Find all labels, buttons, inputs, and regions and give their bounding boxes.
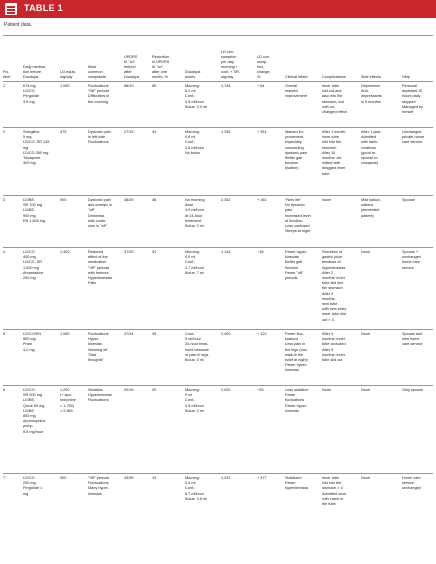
column-header-ld-equivalent: LD-equiv, mg/day: [60, 70, 76, 79]
cell-duodopa-doses: Morning: 5.2 ml Cont.: 4.5 ml/hour Bolus: 2.0 ml: [185, 84, 207, 109]
column-header-ld-change: LD con- sump- tion, change, %: [257, 55, 271, 79]
cell-ld-consumption: 1,144: [221, 250, 231, 254]
cell-side-effects: Mild halluci- nations (demented patient): [361, 198, 382, 218]
cell-reduction: 85: [152, 84, 157, 88]
cell-ld-consumption: 2,352: [221, 198, 231, 202]
cell-complaints: Fluctuations "Off" periods Difficulties in the morning: [88, 84, 110, 104]
cell-side-effects: None: [361, 250, 371, 254]
header-top-rule: [3, 35, 433, 36]
cell-ld-change: + 281: [257, 130, 267, 134]
cell-side-effects: After 1 year: Admitted with hallu- cinations (good re- sponse to clozapine): [361, 130, 382, 166]
cell-daily-medication: LD/CO 200 mg Pergolide 1 mg: [23, 476, 43, 496]
cell-ld-change: −18: [257, 250, 264, 254]
cell-duodopa-doses: Morning: 9 ml Cont.: 4.5 ml/hour Bolus: 2 ml: [185, 388, 204, 413]
table-label: TABLE 1: [24, 3, 63, 13]
cell-ld-equivalent: 1,065: [60, 84, 70, 88]
cell-updrs: 43/35: [124, 476, 134, 480]
cell-help: Personal assistant 10 hours daily stopped Managed by herself: [402, 84, 423, 115]
column-header-side-effects: Side effects: [361, 75, 381, 79]
column-header-reduction: Reduction in UPDRS III "on" after one month, %: [152, 55, 170, 79]
cell-patient: 2: [3, 130, 6, 134]
cell-patient: 6: [3, 388, 6, 392]
row-divider: [3, 473, 433, 474]
cell-reduction: 35: [152, 332, 157, 336]
column-header-duodopa-doses: Duodopa doses: [185, 70, 201, 79]
cell-complications: Secretion of gastric juice because of hyperkinesias After 2 months: inner tube slid into the stomach After 4 months: new tube with new entry Inner tube slid out × 3: [322, 250, 347, 322]
column-header-ld-consumption: LD con- sumption per day, morning + cont. + SR, mg/day: [221, 50, 240, 79]
cell-ld-consumption: 1,432: [221, 476, 231, 480]
cell-reduction: 44: [152, 130, 157, 134]
cell-side-effects: None: [361, 332, 371, 336]
table-title-bar: [0, 0, 436, 18]
cell-duodopa-doses: Morning: 0.8 ml Cont.: 3.5 ml/hour No bolus: [185, 130, 204, 155]
cell-patient: 7: [3, 476, 6, 480]
cell-duodopa-doses: Morning: 4.0 ml Cont.: 2.7 ml/hour Bolus: 7 ml: [185, 250, 204, 275]
cell-ld-equivalent: 900: [60, 198, 67, 202]
row-divider: [3, 195, 433, 196]
cell-side-effects: Depression Anti- depressants in 5 months: [361, 84, 382, 104]
cell-reduction: 48: [152, 198, 157, 202]
cell-complaints: Dystonic pain and cramps in "off" Dementia with confu- sion in "off": [88, 198, 112, 229]
cell-ld-equivalent: 475: [60, 130, 67, 134]
column-header-daily-medication: Daily medica- tion before Duodopa: [23, 65, 46, 79]
cell-clinical-effect: Overall marked improvement: [285, 84, 307, 99]
cell-ld-change: + 477: [257, 476, 267, 480]
cell-updrs: 37/24: [124, 332, 134, 336]
cell-daily-medication: Selegiline 5 mg LD/CO, SR 125 mg LD/CO 350 mg Tolcapone 300 mg: [23, 130, 50, 166]
cell-ld-consumption: 2,020: [221, 388, 231, 392]
column-header-patient: Pa- tient: [3, 70, 11, 79]
row-divider: [3, 247, 433, 248]
cell-ld-equivalent: 1,200 (+ apo- morphine = 1,760) = 2,960: [60, 388, 76, 413]
cell-ld-change: + 161: [257, 198, 267, 202]
cell-reduction: 19: [152, 476, 157, 480]
cell-daily-medication: 675 mg LD/CO Pergolide 3.9 mg: [23, 84, 40, 104]
column-header-updrs: UPDRS III "on" before/ after Duodopa: [124, 55, 140, 79]
cell-help: Spouse + unchanged home care service: [402, 250, 421, 270]
cell-complications: Inner tube slid into the stomach × 4 Admitted once with crack in the tube: [322, 476, 347, 507]
header-bottom-rule: [3, 81, 433, 82]
cell-reduction: 20: [152, 388, 157, 392]
cell-clinical-effect: "New life" No dystonic pain Increased level of function Less confused Sleeps at night: [285, 198, 311, 234]
cell-updrs: 48/25: [124, 198, 134, 202]
cell-daily-medication: LD/BE, SR 100 mg LD/BE, 900 mg EN 1,600 mg: [23, 198, 46, 223]
table-icon: [5, 3, 17, 15]
cell-complications: None: [322, 198, 332, 202]
cell-daily-medication: LD/CO 400 mg LD/CO, SR 1,000 mg Amantadine 200 mg: [23, 250, 44, 281]
row-divider: [3, 385, 433, 386]
cell-ld-equivalent: 1,400: [60, 250, 70, 254]
row-divider: [3, 127, 433, 128]
cell-help: Spouse: [402, 198, 415, 202]
cell-reduction: 32: [152, 250, 157, 254]
cell-help: Home care service unchanged: [402, 476, 421, 491]
cell-help: Spouse and new home care service: [402, 332, 423, 347]
row-divider: [3, 329, 433, 330]
cell-ld-equivalent: 300: [60, 476, 67, 480]
cell-ld-consumption: 1,336: [221, 130, 231, 134]
column-header-complications: Complications: [322, 75, 346, 79]
column-header-complaints: Most common complaints: [88, 65, 107, 79]
cell-duodopa-doses: Cont.: 5 ml/hour 24-hour treat- ment because of pain in legs Bolus: 3 ml: [185, 332, 209, 363]
cell-patient: 1: [3, 84, 6, 88]
cell-duodopa-doses: No morning dose 4.9 ml/hour at 24-hour treatment Bolus: 2 ml: [185, 198, 205, 229]
cell-complaints: Fluctuations Hyper- kinesias Wearing off "Bad thoughts": [88, 332, 109, 363]
cell-clinical-effect: Marked im- provement, especially concerning dystonic pain Better gait function (walker): [285, 130, 308, 171]
table-caption: Patient data.: [4, 22, 33, 28]
cell-complications: After 4 months: inner tube occluded After 5 months: inner tube slid out: [322, 332, 346, 363]
cell-daily-medication: LD/CO, SR 500 mg LD/BE, Quick 50 mg LD/BE 850 mg Apomorphine pump 5.5 mg/hour: [23, 388, 46, 434]
cell-updrs: 27/15: [124, 130, 134, 134]
cell-help: Unchanged private home care service: [402, 130, 424, 145]
cell-complaints: Dystonic pain in left side Fluctuations: [88, 130, 111, 145]
cell-help: Only spouse: [402, 388, 424, 392]
cell-clinical-effect: Less sedation Fewer fluctuations Fewer hyper- kinesias: [285, 388, 309, 413]
cell-duodopa-doses: Morning: 2.4 ml Cont.: 5.7 ml/hour Bolus: 3.5 ml: [185, 476, 207, 501]
cell-ld-change: + 122: [257, 332, 267, 336]
cell-updrs: 20/16: [124, 388, 134, 392]
cell-patient: 3: [3, 198, 6, 202]
cell-ld-consumption: 1,744: [221, 84, 231, 88]
cell-patient: 4: [3, 250, 6, 254]
cell-ld-equivalent: 1,080: [60, 332, 70, 336]
cell-complaints: Sedation Hyperkinesias Fluctuations: [88, 388, 112, 403]
cell-updrs: 37/25: [124, 250, 134, 254]
cell-ld-consumption: 2,400: [221, 332, 231, 336]
cell-side-effects: None: [361, 388, 371, 392]
cell-complications: After 1 month: inner tube slid into the stomach After 10 months: ad- mitted with dragged inner tube: [322, 130, 346, 176]
cell-ld-change: −53: [257, 388, 264, 392]
cell-complications: None: [322, 388, 332, 392]
cell-updrs: 68/10: [124, 84, 134, 88]
cell-clinical-effect: Fewer hyper- kinesias Better gait function Fewer "off" periods: [285, 250, 308, 281]
cell-side-effects: None: [361, 476, 371, 480]
column-header-help: Help: [402, 75, 410, 79]
cell-complaints: "Off" periods Fluctuations Many hyper- kinesias: [88, 476, 110, 496]
cell-clinical-effect: Fewer fluc- tuations Less pain in the legs (can walk to the toilet at night) Fewer hyper- kinesias: [285, 332, 308, 373]
cell-complications: Inner tube slid out and also into the stomach, but with un- changed effect: [322, 84, 347, 115]
column-header-clinical-effect: Clinical effect: [285, 75, 308, 79]
cell-ld-change: + 64: [257, 84, 265, 88]
cell-complaints: Reduced effect of the medication "Off" periods with tremors Hyperkinesias Falls: [88, 250, 112, 286]
cell-daily-medication: LD/CO/EN 800 mg Pram 4.2 mg: [23, 332, 41, 352]
cell-patient: 5: [3, 332, 6, 336]
cell-clinical-effect: Stabilized Fewer hyperkinesias: [285, 476, 309, 491]
